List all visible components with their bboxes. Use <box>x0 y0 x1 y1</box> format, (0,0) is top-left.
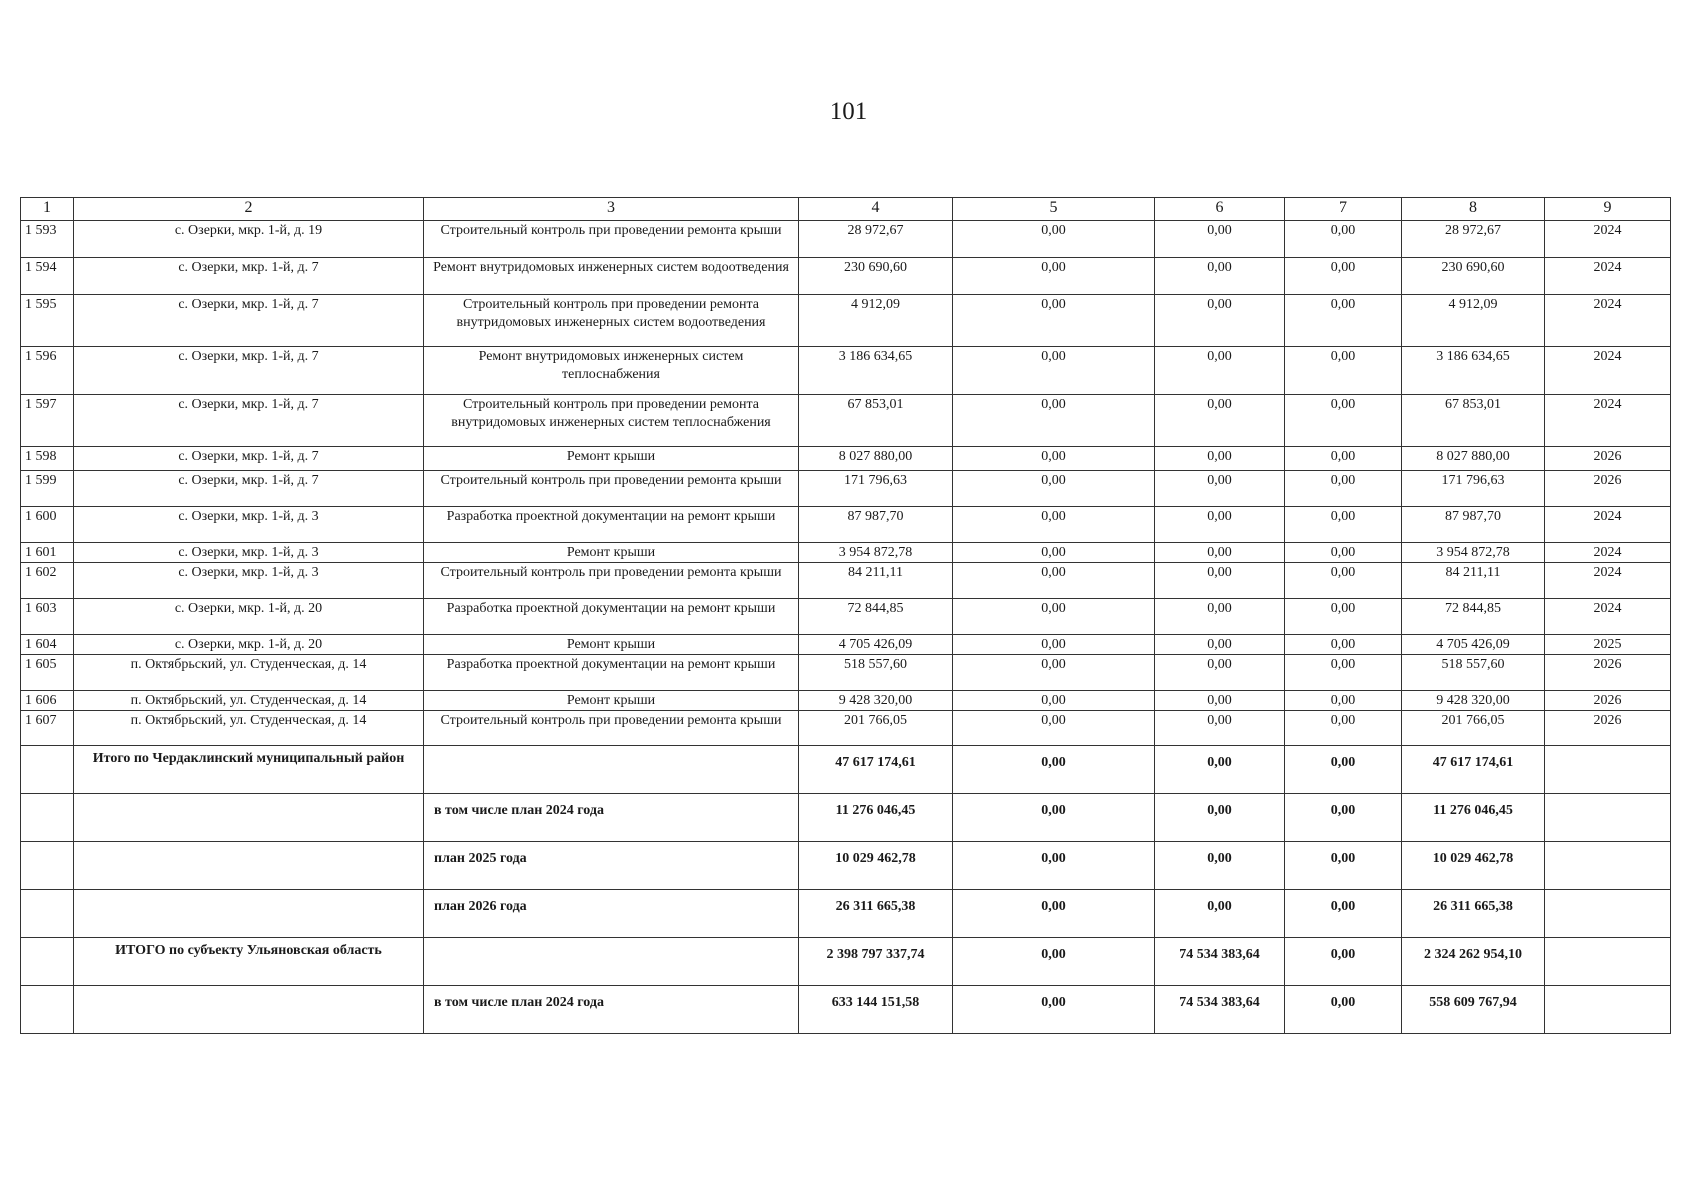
total-col5-cell: 0,00 <box>953 938 1155 986</box>
amount-col4-cell: 3 186 634,65 <box>799 347 953 395</box>
amount-col8-cell: 8 027 880,00 <box>1402 447 1545 471</box>
work-type-cell: Разработка проектной документации на ремонт крыши <box>424 655 799 691</box>
empty-cell <box>21 986 74 1034</box>
address-cell: с. Озерки, мкр. 1-й, д. 7 <box>74 347 424 395</box>
total-col8-cell: 10 029 462,78 <box>1402 842 1545 890</box>
address-cell: с. Озерки, мкр. 1-й, д. 7 <box>74 295 424 347</box>
row-number-cell: 1 595 <box>21 295 74 347</box>
row-number-cell: 1 597 <box>21 395 74 447</box>
total-col6-cell: 0,00 <box>1155 842 1285 890</box>
amount-col6-cell: 0,00 <box>1155 635 1285 655</box>
total-col7-cell: 0,00 <box>1285 842 1402 890</box>
amount-col6-cell: 0,00 <box>1155 691 1285 711</box>
amount-col5-cell: 0,00 <box>953 635 1155 655</box>
amount-col7-cell: 0,00 <box>1285 507 1402 543</box>
amount-col8-cell: 84 211,11 <box>1402 563 1545 599</box>
total-row <box>21 938 1671 986</box>
total-label-cell: Итого по Чердаклинский муниципальный район <box>74 746 424 794</box>
work-type-cell: Ремонт внутридомовых инженерных систем водоотведения <box>424 258 799 295</box>
table-row <box>21 447 1671 471</box>
total-plan-label-cell <box>424 746 799 794</box>
amount-col5-cell: 0,00 <box>953 258 1155 295</box>
total-label-cell <box>74 842 424 890</box>
row-number-cell: 1 607 <box>21 711 74 746</box>
amount-col6-cell: 0,00 <box>1155 258 1285 295</box>
amount-col6-cell: 0,00 <box>1155 507 1285 543</box>
total-col4-cell: 10 029 462,78 <box>799 842 953 890</box>
amount-col4-cell: 201 766,05 <box>799 711 953 746</box>
amount-col8-cell: 9 428 320,00 <box>1402 691 1545 711</box>
column-header: 2 <box>74 198 424 221</box>
address-cell: с. Озерки, мкр. 1-й, д. 7 <box>74 395 424 447</box>
work-type-cell: Строительный контроль при проведении ремонта крыши <box>424 563 799 599</box>
amount-col4-cell: 4 912,09 <box>799 295 953 347</box>
table-row <box>21 258 1671 295</box>
row-number-cell: 1 606 <box>21 691 74 711</box>
table-row <box>21 347 1671 395</box>
year-cell: 2025 <box>1545 635 1671 655</box>
amount-col7-cell: 0,00 <box>1285 395 1402 447</box>
row-number-cell: 1 594 <box>21 258 74 295</box>
amount-col5-cell: 0,00 <box>953 471 1155 507</box>
empty-cell <box>1545 794 1671 842</box>
total-col7-cell: 0,00 <box>1285 794 1402 842</box>
total-col5-cell: 0,00 <box>953 842 1155 890</box>
total-row <box>21 746 1671 794</box>
total-col8-cell: 2 324 262 954,10 <box>1402 938 1545 986</box>
total-label-cell <box>74 986 424 1034</box>
amount-col4-cell: 4 705 426,09 <box>799 635 953 655</box>
column-header: 1 <box>21 198 74 221</box>
row-number-cell: 1 600 <box>21 507 74 543</box>
amount-col6-cell: 0,00 <box>1155 221 1285 258</box>
table-row <box>21 599 1671 635</box>
total-col7-cell: 0,00 <box>1285 986 1402 1034</box>
year-cell: 2024 <box>1545 395 1671 447</box>
address-cell: с. Озерки, мкр. 1-й, д. 7 <box>74 471 424 507</box>
amount-col5-cell: 0,00 <box>953 691 1155 711</box>
amount-col4-cell: 518 557,60 <box>799 655 953 691</box>
amount-col8-cell: 87 987,70 <box>1402 507 1545 543</box>
table-row <box>21 543 1671 563</box>
column-header: 9 <box>1545 198 1671 221</box>
table-row <box>21 691 1671 711</box>
empty-cell <box>21 890 74 938</box>
table-row <box>21 395 1671 447</box>
amount-col8-cell: 72 844,85 <box>1402 599 1545 635</box>
total-col6-cell: 0,00 <box>1155 746 1285 794</box>
table-row <box>21 635 1671 655</box>
table-row <box>21 507 1671 543</box>
amount-col5-cell: 0,00 <box>953 543 1155 563</box>
year-cell: 2024 <box>1545 507 1671 543</box>
empty-cell <box>21 842 74 890</box>
row-number-cell: 1 602 <box>21 563 74 599</box>
amount-col5-cell: 0,00 <box>953 447 1155 471</box>
total-col6-cell: 0,00 <box>1155 890 1285 938</box>
total-col6-cell: 74 534 383,64 <box>1155 986 1285 1034</box>
address-cell: с. Озерки, мкр. 1-й, д. 20 <box>74 599 424 635</box>
amount-col7-cell: 0,00 <box>1285 295 1402 347</box>
amount-col4-cell: 87 987,70 <box>799 507 953 543</box>
amount-col8-cell: 3 954 872,78 <box>1402 543 1545 563</box>
amount-col8-cell: 4 912,09 <box>1402 295 1545 347</box>
empty-cell <box>1545 986 1671 1034</box>
year-cell: 2026 <box>1545 655 1671 691</box>
work-type-cell: Строительный контроль при проведении ремонта крыши <box>424 471 799 507</box>
amount-col8-cell: 518 557,60 <box>1402 655 1545 691</box>
column-header: 4 <box>799 198 953 221</box>
total-row <box>21 986 1671 1034</box>
address-cell: п. Октябрьский, ул. Студенческая, д. 14 <box>74 691 424 711</box>
amount-col5-cell: 0,00 <box>953 395 1155 447</box>
total-plan-label-cell: в том числе план 2024 года <box>424 986 799 1034</box>
amount-col7-cell: 0,00 <box>1285 599 1402 635</box>
work-type-cell: Строительный контроль при проведении ремонта крыши <box>424 221 799 258</box>
total-col6-cell: 74 534 383,64 <box>1155 938 1285 986</box>
address-cell: с. Озерки, мкр. 1-й, д. 7 <box>74 258 424 295</box>
amount-col8-cell: 171 796,63 <box>1402 471 1545 507</box>
amount-col7-cell: 0,00 <box>1285 258 1402 295</box>
row-number-cell: 1 601 <box>21 543 74 563</box>
row-number-cell: 1 599 <box>21 471 74 507</box>
year-cell: 2024 <box>1545 543 1671 563</box>
address-cell: с. Озерки, мкр. 1-й, д. 20 <box>74 635 424 655</box>
address-cell: с. Озерки, мкр. 1-й, д. 3 <box>74 543 424 563</box>
address-cell: с. Озерки, мкр. 1-й, д. 3 <box>74 507 424 543</box>
amount-col5-cell: 0,00 <box>953 221 1155 258</box>
amount-col5-cell: 0,00 <box>953 347 1155 395</box>
amount-col6-cell: 0,00 <box>1155 543 1285 563</box>
year-cell: 2024 <box>1545 599 1671 635</box>
row-number-cell: 1 596 <box>21 347 74 395</box>
year-cell: 2026 <box>1545 471 1671 507</box>
address-cell: с. Озерки, мкр. 1-й, д. 3 <box>74 563 424 599</box>
table-row <box>21 471 1671 507</box>
total-col7-cell: 0,00 <box>1285 938 1402 986</box>
capital-repair-table <box>20 197 1671 1034</box>
column-number-header-row <box>21 198 1671 221</box>
amount-col8-cell: 201 766,05 <box>1402 711 1545 746</box>
year-cell: 2024 <box>1545 221 1671 258</box>
amount-col7-cell: 0,00 <box>1285 655 1402 691</box>
year-cell: 2026 <box>1545 711 1671 746</box>
amount-col4-cell: 9 428 320,00 <box>799 691 953 711</box>
amount-col7-cell: 0,00 <box>1285 711 1402 746</box>
row-number-cell: 1 604 <box>21 635 74 655</box>
total-col4-cell: 11 276 046,45 <box>799 794 953 842</box>
row-number-cell: 1 593 <box>21 221 74 258</box>
total-plan-label-cell <box>424 938 799 986</box>
total-col5-cell: 0,00 <box>953 986 1155 1034</box>
table-body <box>21 198 1671 1034</box>
empty-cell <box>1545 842 1671 890</box>
work-type-cell: Строительный контроль при проведении ремонта крыши <box>424 711 799 746</box>
column-header: 7 <box>1285 198 1402 221</box>
amount-col4-cell: 8 027 880,00 <box>799 447 953 471</box>
year-cell: 2026 <box>1545 447 1671 471</box>
amount-col7-cell: 0,00 <box>1285 447 1402 471</box>
amount-col6-cell: 0,00 <box>1155 347 1285 395</box>
amount-col4-cell: 171 796,63 <box>799 471 953 507</box>
total-col7-cell: 0,00 <box>1285 746 1402 794</box>
table-row <box>21 295 1671 347</box>
amount-col5-cell: 0,00 <box>953 711 1155 746</box>
row-number-cell: 1 605 <box>21 655 74 691</box>
total-col8-cell: 47 617 174,61 <box>1402 746 1545 794</box>
year-cell: 2024 <box>1545 295 1671 347</box>
work-type-cell: Ремонт внутридомовых инженерных систем теплоснабжения <box>424 347 799 395</box>
total-plan-label-cell: план 2026 года <box>424 890 799 938</box>
amount-col8-cell: 230 690,60 <box>1402 258 1545 295</box>
amount-col4-cell: 3 954 872,78 <box>799 543 953 563</box>
total-col8-cell: 26 311 665,38 <box>1402 890 1545 938</box>
total-plan-label-cell: план 2025 года <box>424 842 799 890</box>
total-col4-cell: 47 617 174,61 <box>799 746 953 794</box>
total-col4-cell: 26 311 665,38 <box>799 890 953 938</box>
amount-col7-cell: 0,00 <box>1285 471 1402 507</box>
amount-col4-cell: 72 844,85 <box>799 599 953 635</box>
amount-col6-cell: 0,00 <box>1155 563 1285 599</box>
amount-col8-cell: 28 972,67 <box>1402 221 1545 258</box>
total-col4-cell: 633 144 151,58 <box>799 986 953 1034</box>
empty-cell <box>1545 938 1671 986</box>
amount-col7-cell: 0,00 <box>1285 543 1402 563</box>
amount-col8-cell: 67 853,01 <box>1402 395 1545 447</box>
total-col5-cell: 0,00 <box>953 746 1155 794</box>
empty-cell <box>21 938 74 986</box>
total-row <box>21 890 1671 938</box>
column-header: 5 <box>953 198 1155 221</box>
total-col5-cell: 0,00 <box>953 794 1155 842</box>
total-col7-cell: 0,00 <box>1285 890 1402 938</box>
amount-col4-cell: 230 690,60 <box>799 258 953 295</box>
work-type-cell: Разработка проектной документации на ремонт крыши <box>424 599 799 635</box>
work-type-cell: Ремонт крыши <box>424 447 799 471</box>
year-cell: 2024 <box>1545 347 1671 395</box>
amount-col6-cell: 0,00 <box>1155 295 1285 347</box>
year-cell: 2026 <box>1545 691 1671 711</box>
empty-cell <box>21 794 74 842</box>
total-col8-cell: 11 276 046,45 <box>1402 794 1545 842</box>
total-col5-cell: 0,00 <box>953 890 1155 938</box>
work-type-cell: Ремонт крыши <box>424 691 799 711</box>
amount-col5-cell: 0,00 <box>953 507 1155 543</box>
total-col6-cell: 0,00 <box>1155 794 1285 842</box>
amount-col4-cell: 84 211,11 <box>799 563 953 599</box>
total-plan-label-cell: в том числе план 2024 года <box>424 794 799 842</box>
amount-col6-cell: 0,00 <box>1155 655 1285 691</box>
empty-cell <box>21 746 74 794</box>
amount-col5-cell: 0,00 <box>953 655 1155 691</box>
column-header: 6 <box>1155 198 1285 221</box>
total-label-cell: ИТОГО по субъекту Ульяновская область <box>74 938 424 986</box>
total-label-cell <box>74 890 424 938</box>
work-type-cell: Ремонт крыши <box>424 543 799 563</box>
address-cell: п. Октябрьский, ул. Студенческая, д. 14 <box>74 655 424 691</box>
amount-col8-cell: 4 705 426,09 <box>1402 635 1545 655</box>
amount-col4-cell: 28 972,67 <box>799 221 953 258</box>
total-col8-cell: 558 609 767,94 <box>1402 986 1545 1034</box>
year-cell: 2024 <box>1545 258 1671 295</box>
amount-col6-cell: 0,00 <box>1155 711 1285 746</box>
page-number: 101 <box>829 98 868 125</box>
total-col4-cell: 2 398 797 337,74 <box>799 938 953 986</box>
amount-col6-cell: 0,00 <box>1155 471 1285 507</box>
year-cell: 2024 <box>1545 563 1671 599</box>
total-row <box>21 842 1671 890</box>
amount-col4-cell: 67 853,01 <box>799 395 953 447</box>
row-number-cell: 1 603 <box>21 599 74 635</box>
amount-col7-cell: 0,00 <box>1285 635 1402 655</box>
amount-col6-cell: 0,00 <box>1155 599 1285 635</box>
amount-col6-cell: 0,00 <box>1155 447 1285 471</box>
amount-col7-cell: 0,00 <box>1285 691 1402 711</box>
work-type-cell: Разработка проектной документации на ремонт крыши <box>424 507 799 543</box>
address-cell: п. Октябрьский, ул. Студенческая, д. 14 <box>74 711 424 746</box>
column-header: 8 <box>1402 198 1545 221</box>
table-row <box>21 221 1671 258</box>
address-cell: с. Озерки, мкр. 1-й, д. 7 <box>74 447 424 471</box>
work-type-cell: Строительный контроль при проведении ремонта внутридомовых инженерных систем теплоснабжения <box>424 395 799 447</box>
amount-col8-cell: 3 186 634,65 <box>1402 347 1545 395</box>
row-number-cell: 1 598 <box>21 447 74 471</box>
work-type-cell: Ремонт крыши <box>424 635 799 655</box>
empty-cell <box>1545 746 1671 794</box>
column-header: 3 <box>424 198 799 221</box>
empty-cell <box>1545 890 1671 938</box>
table-row <box>21 711 1671 746</box>
amount-col6-cell: 0,00 <box>1155 395 1285 447</box>
work-type-cell: Строительный контроль при проведении ремонта внутридомовых инженерных систем водоотведения <box>424 295 799 347</box>
table-row <box>21 655 1671 691</box>
total-label-cell <box>74 794 424 842</box>
amount-col5-cell: 0,00 <box>953 563 1155 599</box>
amount-col5-cell: 0,00 <box>953 599 1155 635</box>
amount-col7-cell: 0,00 <box>1285 221 1402 258</box>
total-row <box>21 794 1671 842</box>
amount-col5-cell: 0,00 <box>953 295 1155 347</box>
amount-col7-cell: 0,00 <box>1285 347 1402 395</box>
address-cell: с. Озерки, мкр. 1-й, д. 19 <box>74 221 424 258</box>
amount-col7-cell: 0,00 <box>1285 563 1402 599</box>
table-row <box>21 563 1671 599</box>
